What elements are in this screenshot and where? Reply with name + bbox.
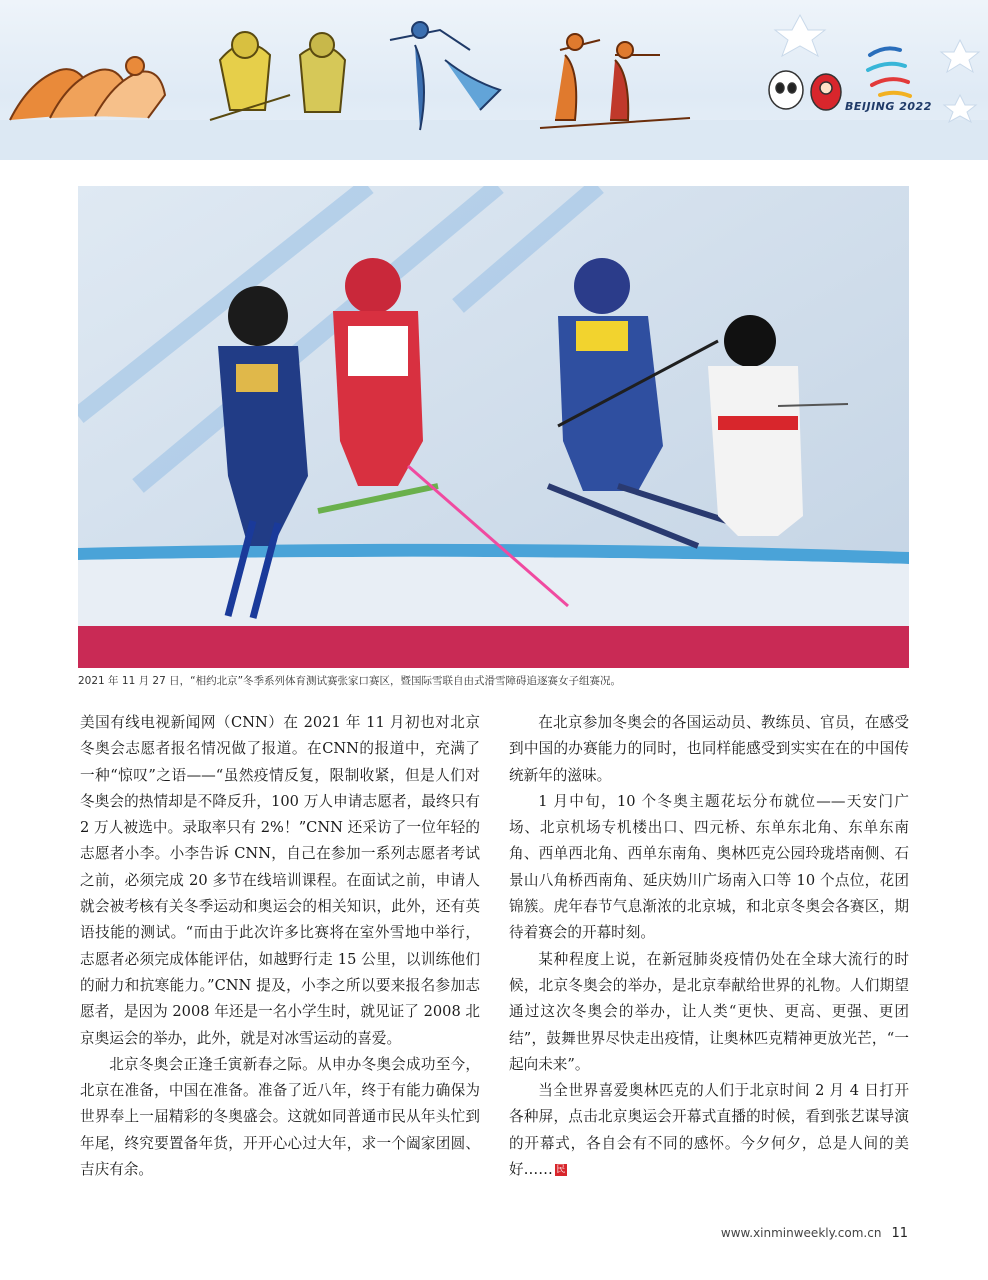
page-number: 11 bbox=[891, 1226, 908, 1241]
paragraph: 1 月中旬，10 个冬奥主题花坛分布就位——天安门广场、北京机场专机楼出口、四元桥、东单东北角、东单东南角、西单西北角、西单东南角、奥林匹克公园玲珑塔南侧、石景山八角桥西南角、延庆妫川广场南入口等 10 个点位，花团锦簇。虎年春节气息渐浓的北京城，和北京冬奥会各赛区，期待着赛会的开幕时刻。 bbox=[509, 792, 909, 942]
paragraph: 在北京参加冬奥会的各国运动员、教练员、官员，在感受到中国的办赛能力的同时，也同样能感受到实实在在的中国传统新年的滋味。 bbox=[509, 714, 909, 784]
paragraph: 北京冬奥会正逢壬寅新春之际。从申办冬奥会成功至今，北京在准备，中国在准备。准备了近八年，终于有能力确保为世界奉上一届精彩的冬奥盛会。这就如同普通市民从年头忙到年尾，终究要置备年货，开开心心过大年，求一个阖家团圆、吉庆有余。 bbox=[80, 1055, 480, 1179]
end-of-article-mark: 民 bbox=[556, 1165, 566, 1176]
paragraph: 美国有线电视新闻网（CNN）在 2021 年 11 月初也对北京冬奥会志愿者报名情况做了报道。在CNN的报道中，充满了一种“惊叹”之语——“虽然疫情反复，限制收紧，但是人们对冬奥会的热情却是不降反升，100 万人申请志愿者，最终只有 2 万人被选中。录取率只有 2%！”CNN 还采访了一位年轻的志愿者小李。小李告诉 CNN，自己在参加一系列志愿者考试之前，必须完成 20 多节在线培训课程。在面试之前，申请人就会被考核有关冬季运动和奥运会的相关知识，此外，还有英语技能的测试。“而由于此次许多比赛将在室外雪地中举行，志愿者必须完成体能评估，如越野行走 15 公里，以训练他们的耐力和抗寒能力。”CNN 提及，小李之所以要来报名参加志愿者，是因为 2008 年还是一名小学生时，就见证了 2008 北京奥运会的举办，此外，就是对冰雪运动的喜爱。 bbox=[80, 714, 480, 1047]
paragraph-text: 当全世界喜爱奥林匹克的人们于北京时间 2 月 4 日打开各种屏，点击北京奥运会开幕式直播的时候，看到张艺谋导演的开幕式，各自会有不同的感怀。今夕何夕，总是人间的美好…… bbox=[509, 1082, 909, 1179]
article-column-left bbox=[80, 710, 480, 1183]
hockey-player-figures bbox=[210, 32, 345, 120]
biathlete-figures bbox=[540, 34, 690, 128]
article-column-right bbox=[509, 710, 909, 1183]
website-url: www.xinminweekly.com.cn bbox=[720, 1226, 882, 1240]
page-footer bbox=[721, 1226, 908, 1241]
beijing-2022-emblem bbox=[868, 48, 910, 96]
speed-skater-figures bbox=[10, 57, 165, 120]
olympic-mascots bbox=[769, 71, 841, 110]
beijing-2022-wordmark: BEIJING 2022 bbox=[845, 100, 932, 113]
header-banner bbox=[0, 0, 988, 160]
last-paragraph bbox=[509, 1078, 909, 1183]
ski-cross-photo bbox=[78, 186, 909, 668]
photo-caption: 2021 年 11 月 27 日，“相约北京”冬季系列体育测试赛张家口赛区，暨国际雪联自由式滑雪障碍追逐赛女子组赛况。 bbox=[78, 675, 622, 687]
paragraph: 某种程度上说，在新冠肺炎疫情仍处在全球大流行的时候，北京冬奥会的举办，是北京奉献给世界的礼物。人们期望通过这次冬奥会的举办，让人类“更快、更高、更强、更团结”，鼓舞世界尽快走出疫情，让奥林匹克精神更放光芒，“一起向未来”。 bbox=[509, 950, 909, 1073]
figure-skater-figures bbox=[390, 22, 500, 130]
winter-sports-illustration bbox=[0, 0, 988, 160]
